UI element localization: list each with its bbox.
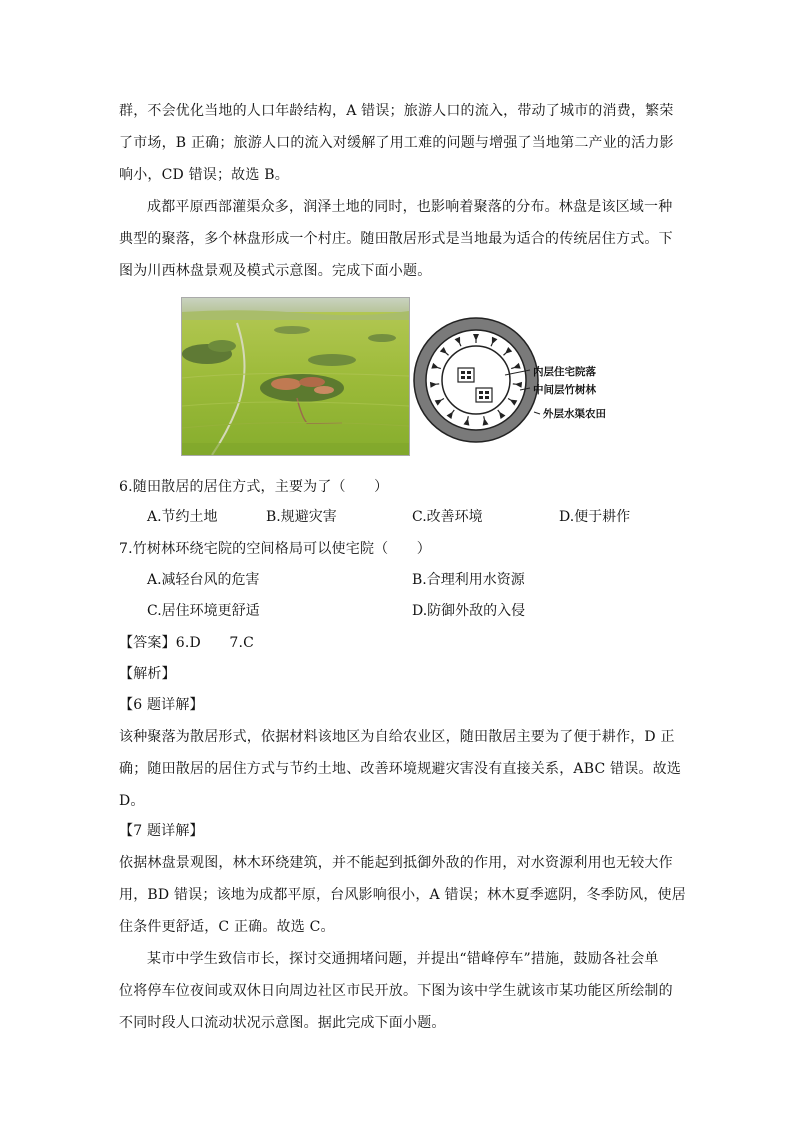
linpan-landscape-photo — [181, 297, 410, 456]
text-line: 住条件更舒适，C 正确。故选 C。 — [119, 919, 335, 935]
text-line: 了市场，B 正确；旅游人口的流入对缓解了用工难的问题与增强了当地第二产业的活力影 — [119, 135, 674, 151]
text-line: 图为川西林盘景观及模式示意图。完成下面小题。 — [119, 263, 432, 279]
text-line: 依据林盘景观图，林木环绕建筑，并不能起到抵御外敌的作用，对水资源利用也无较大作 — [119, 855, 673, 871]
linpan-pattern-diagram — [412, 312, 648, 448]
q6-option-d: D.便于耕作 — [559, 509, 631, 525]
detail-7-heading: 【7 题详解】 — [119, 823, 204, 839]
paragraph-first-line: 某市中学生致信市长，探讨交通拥堵问题，并提出“错峰停车”措施，鼓励各社会单 — [147, 951, 659, 967]
text-line: 响小，CD 错误；故选 B。 — [119, 167, 289, 183]
text-line: 不同时段人口流动状况示意图。据此完成下面小题。 — [119, 1015, 446, 1031]
text-line: 位将停车位夜间或双休日向周边社区市民开放。下图为该中学生就该市某功能区所绘制的 — [119, 983, 673, 999]
outer-layer-label: 外层水渠农田 — [543, 408, 606, 420]
answer-line: 【答案】6.D 7.C — [119, 635, 255, 651]
text-line: 确；随田散居的居住方式与节约土地、改善环境规避灾害没有直接关系，ABC 错误。故选 — [119, 761, 682, 777]
q7-option-c: C.居住环境更舒适 — [147, 603, 260, 619]
q7-option-b: B.合理利用水资源 — [412, 572, 525, 588]
text-line: 典型的聚落，多个林盘形成一个村庄。随田散居形式是当地最为适合的传统居住方式。下 — [119, 231, 673, 247]
inner-layer-label: 内层住宅院落 — [533, 366, 596, 378]
text-line: 群，不会优化当地的人口年龄结构，A 错误；旅游人口的流入，带动了城市的消费，繁荣 — [119, 103, 674, 119]
text-line: 该种聚落为散居形式，依据材料该地区为自给农业区，随田散居主要为了便于耕作，D 正 — [119, 729, 675, 745]
question-7-stem: 7.竹树林环绕宅院的空间格局可以使宅院（ ） — [119, 541, 431, 557]
analysis-heading: 【解析】 — [119, 666, 176, 682]
q7-option-d: D.防御外敌的入侵 — [412, 603, 526, 619]
text-line: 用，BD 错误；该地为成都平原，台风影响很小，A 错误；林木夏季遮阴，冬季防风，使居 — [119, 887, 686, 903]
detail-6-heading: 【6 题详解】 — [119, 697, 204, 713]
question-6-stem: 6.随田散居的居住方式，主要为了（ ） — [119, 479, 389, 495]
q6-option-a: A.节约土地 — [147, 509, 218, 525]
paragraph-first-line: 成都平原西部灌渠众多，润泽土地的同时，也影响着聚落的分布。林盘是该区域一种 — [147, 199, 673, 215]
q6-option-b: B.规避灾害 — [266, 509, 337, 525]
middle-layer-label: 中间层竹树林 — [533, 384, 596, 396]
q7-option-a: A.减轻台风的危害 — [147, 572, 260, 588]
text-line: D。 — [119, 793, 145, 809]
q6-option-c: C.改善环境 — [412, 509, 483, 525]
